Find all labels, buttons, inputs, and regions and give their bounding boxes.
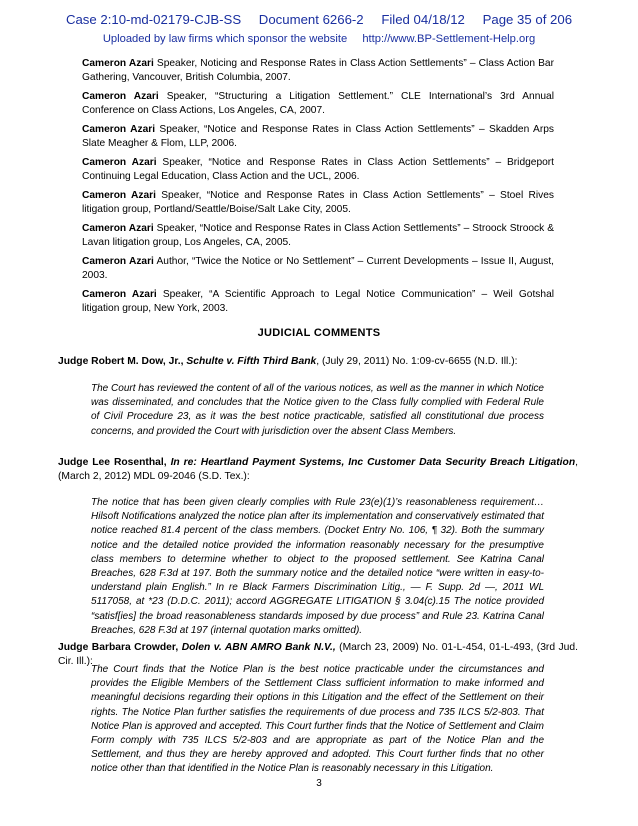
entry-text: Speaker, “Notice and Response Rates in Class Action Settlements” – Stoel Rives litigation group, Portland/Seattle/Boise/Salt Lake City, 2005. (82, 190, 554, 215)
author-name: Cameron Azari (82, 223, 154, 234)
list-item (82, 57, 554, 85)
entry-text: Author, “Twice the Notice or No Settlement” – Current Developments – Issue II, August, 2003. (82, 256, 554, 281)
list-item (82, 255, 554, 283)
judge-citation (58, 355, 578, 369)
author-name: Cameron Azari (82, 58, 154, 69)
judge-name: Judge Robert M. Dow, Jr., (58, 356, 184, 367)
case-details: , (July 29, 2011) No. 1:09-cv-6655 (N.D. Ill.): (316, 356, 518, 367)
entry-text: Speaker, “A Scientific Approach to Legal Notice Communication” – Weil Gotshal litigation group, New York, 2003. (82, 289, 554, 314)
page-number: 3 (316, 778, 322, 789)
upload-note: Uploaded by law firms which sponsor the website (102, 33, 348, 45)
judge-name: Judge Barbara Crowder, (58, 642, 179, 653)
list-item (82, 156, 554, 184)
author-name: Cameron Azari (82, 91, 159, 102)
case-details: (March 23, 2009) No. 01-L-454, 01-L-493, (3rd Jud. Cir. Ill.): (58, 642, 578, 667)
entry-text: Speaker, “Structuring a Litigation Settlement.” CLE International’s 3rd Annual Conference on Class Actions, Los Angeles, CA, 2007. (82, 91, 554, 116)
website-link[interactable]: http://www.BP-Settlement-Help.org (362, 33, 536, 45)
list-item (82, 90, 554, 118)
upload-banner (0, 32, 638, 46)
list-item (82, 288, 554, 316)
entry-text: Speaker, Noticing and Response Rates in Class Action Settlements” – Class Action Bar Gathering, Vancouver, British Columbia, 2007. (82, 58, 554, 83)
judge-citation (58, 456, 578, 484)
author-name: Cameron Azari (82, 256, 154, 267)
entry-text: Speaker, “Notice and Response Rates in Class Action Settlements” – Skadden Arps Slate Meagher & Flom, LLP, 2006. (82, 124, 554, 149)
author-name: Cameron Azari (82, 157, 157, 168)
case-details: , (March 2, 2012) MDL 09-2046 (S.D. Tex.): (58, 457, 578, 482)
list-item (82, 189, 554, 217)
entry-text: Speaker, “Notice and Response Rates in Class Action Settlements” – Bridgeport Continuing Legal Education, Class Action and the UCL, 2006. (82, 157, 554, 182)
court-quote: The Court finds that the Notice Plan is the best notice practicable under the circumstances and provides the Eligible Members of the Settlement Class sufficient information to make informed and meaningful decisions regarding their options in this Litigation and the effect of the Settlement on their rights. The Notice Plan further satisfies the requirements of due process and 735 ILCS 5/2-803. That Notice Plan is approved and accepted. This Court further finds that the Notice of Settlement and Claim Form comply with 735 ILCS 5/2-803 and are appropriate as part of the Notice Plan and the Settlement, and thus they are hereby approved and adopted. This Court further finds that no other notice other than that identified in the Notice Plan is reasonably necessary in this Litigation. (91, 664, 544, 775)
author-name: Cameron Azari (82, 190, 156, 201)
list-item (82, 222, 554, 250)
judge-name: Judge Lee Rosenthal, (58, 457, 167, 468)
speaking-engagements-list (82, 57, 554, 321)
case-header (0, 12, 638, 28)
author-name: Cameron Azari (82, 124, 156, 135)
case-name: Dolen v. ABN AMRO Bank N.V., (181, 642, 336, 653)
list-item (82, 123, 554, 151)
entry-text: Speaker, “Notice and Response Rates in Class Action Settlements” – Stroock Stroock & Lavan litigation group, Los Angeles, CA, 2005. (82, 223, 554, 248)
court-quote: The Court has reviewed the content of all of the various notices, as well as the manner in which Notice was disseminated, and concludes that the Notice given to the Class fully complied with Federal Rule of Civil Procedure 23, as it was the best notice practicable, satisfied all constitutional due process concerns, and provided the Court with jurisdiction over the absent Class Members. (91, 383, 544, 437)
page-count: Page 35 of 206 (482, 12, 573, 27)
author-name: Cameron Azari (82, 289, 157, 300)
filed-date: Filed 04/18/12 (381, 12, 465, 27)
case-name: Schulte v. Fifth Third Bank (186, 356, 317, 367)
case-number: Case 2:10-md-02179-CJB-SS (65, 12, 242, 27)
document-number: Document 6266-2 (258, 12, 364, 27)
court-quote: The notice that has been given clearly complies with Rule 23(e)(1)’s reasonableness requirement… Hilsoft Notifications analyzed the notice plan after its implementation and conservatively estimated that notice reached 81.4 percent of the class members. (Docket Entry No. 106, ¶ 32). Both the summary notice and the detailed notice provided the information reasonably necessary for the presumptive class members to determine whether to object to the proposed settlement. See Katrina Canal Breaches, 628 F.3d at 197. Both the summary notice and the detailed notice “were written in easy-to-understand plain English.” In re Black Farmers Discrimination Litig., — F. Supp. 2d —, 2011 WL 5117058, at *23 (D.D.C. 2011); accord AGGREGATE LITIGATION § 3.04(c).15 The notice provided “satisf[ies] the broad reasonableness standards imposed by due process” and Rule 23. Katrina Canal Breaches, 628 F.3d at 197 (internal quotation marks omitted). (91, 497, 545, 636)
case-name: In re: Heartland Payment Systems, Inc Customer Data Security Breach Litigation (170, 457, 576, 468)
section-title: JUDICIAL COMMENTS (257, 327, 381, 339)
